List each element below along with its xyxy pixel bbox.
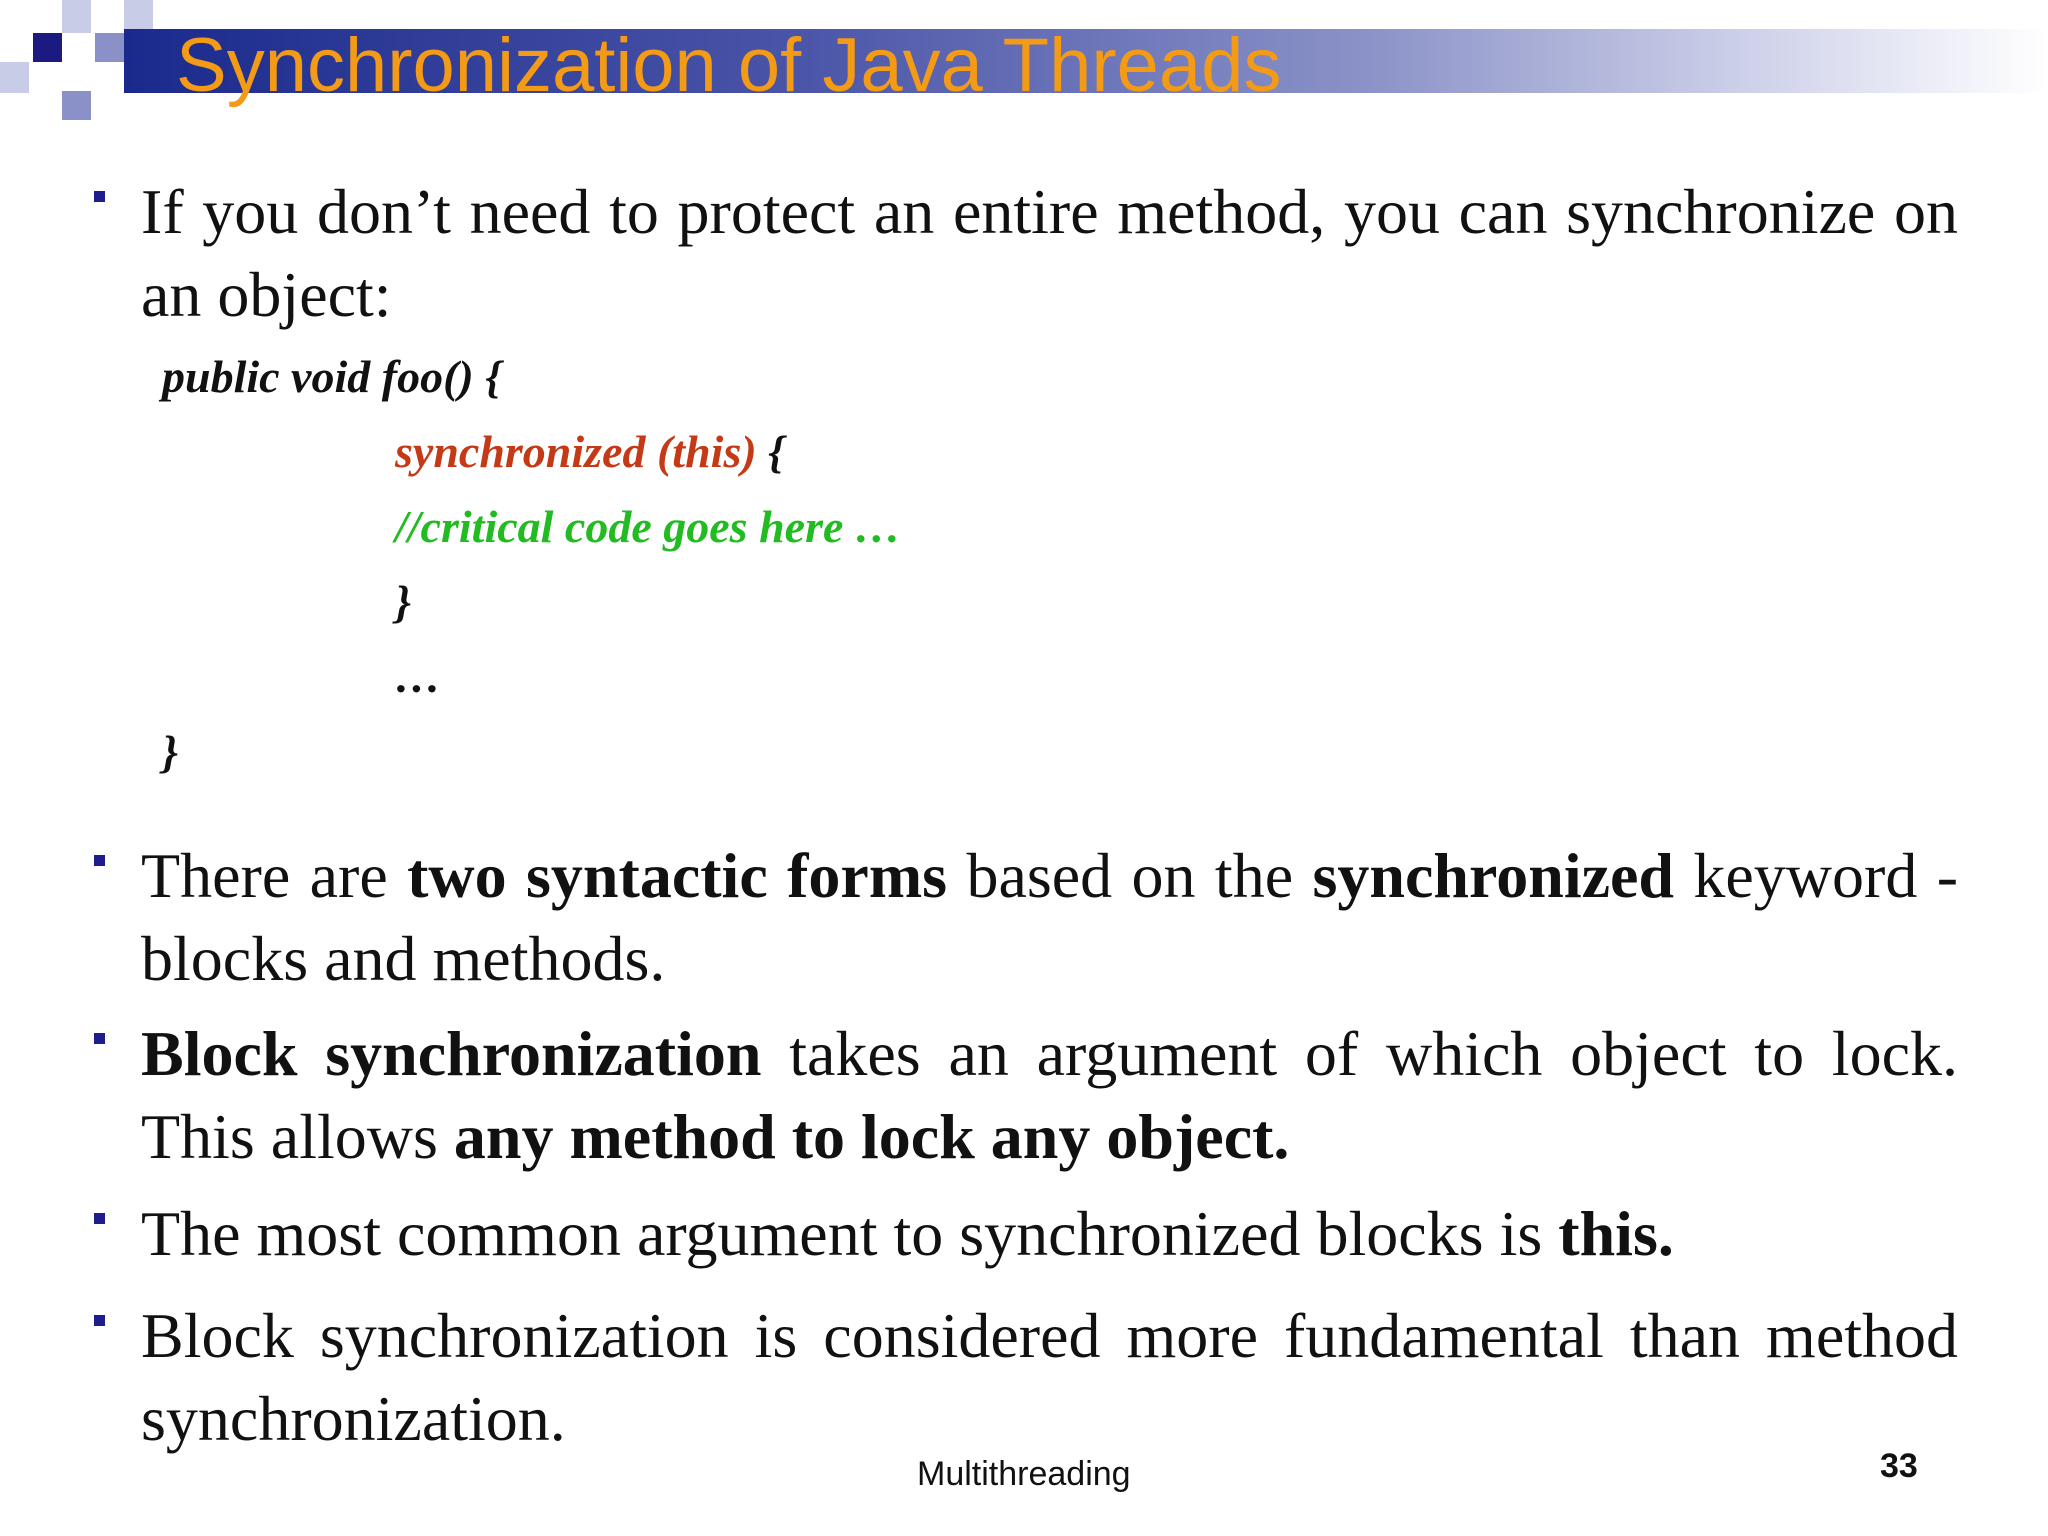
slide-title: Synchronization of Java Threads: [176, 23, 1282, 108]
corner-square-light-1: [62, 0, 91, 33]
emphasis-any-method: any method to lock any object.: [453, 1101, 1290, 1172]
corner-square-mid-2: [62, 91, 91, 120]
emphasis-synchronized: synchronized: [1312, 840, 1675, 911]
bullet-4-text: The most common argument to synchronized blocks is this.: [141, 1198, 1674, 1269]
code-synchronized-keyword: synchronized (this): [395, 426, 757, 477]
code-line-close-outer: }: [162, 726, 179, 777]
bullet-2-text: There are two syntactic forms based on the synchronized keyword - blocks and methods.: [141, 840, 1959, 994]
corner-square-navy-1: [33, 33, 62, 62]
bullet-3-text: Block synchronization takes an argument of which object to lock. This allows any method to lock any object.: [141, 1018, 1959, 1172]
code-line-close-inner: }: [395, 576, 412, 627]
bullet-5-text: Block synchronization is considered more fundamental than method synchronization.: [141, 1300, 1958, 1454]
code-line-ellipsis: …: [395, 651, 441, 702]
code-open-brace: {: [756, 426, 785, 477]
bullet-marker: [94, 191, 105, 202]
bullet-marker: [94, 1315, 105, 1326]
page-number: 33: [1880, 1447, 1918, 1485]
code-line-synchronized: [395, 424, 784, 480]
emphasis-block-synchronization: Block synchronization: [141, 1018, 762, 1089]
corner-square-light-2: [124, 0, 153, 29]
corner-square-light-3: [0, 62, 29, 93]
code-line-comment: //critical code goes here …: [395, 501, 901, 552]
bullet-1-text: If you don’t need to protect an entire method, you can synchronize on an object:: [141, 176, 1958, 330]
bullet-marker: [94, 1033, 105, 1044]
corner-square-mid-1: [95, 33, 124, 62]
footer-label: Multithreading: [917, 1455, 1131, 1493]
emphasis-this: this.: [1558, 1198, 1674, 1269]
bullet-marker: [94, 855, 105, 866]
emphasis-two-syntactic-forms: two syntactic forms: [407, 840, 948, 911]
bullet-marker: [94, 1213, 105, 1224]
code-line-method-signature: public void foo() {: [162, 351, 502, 402]
